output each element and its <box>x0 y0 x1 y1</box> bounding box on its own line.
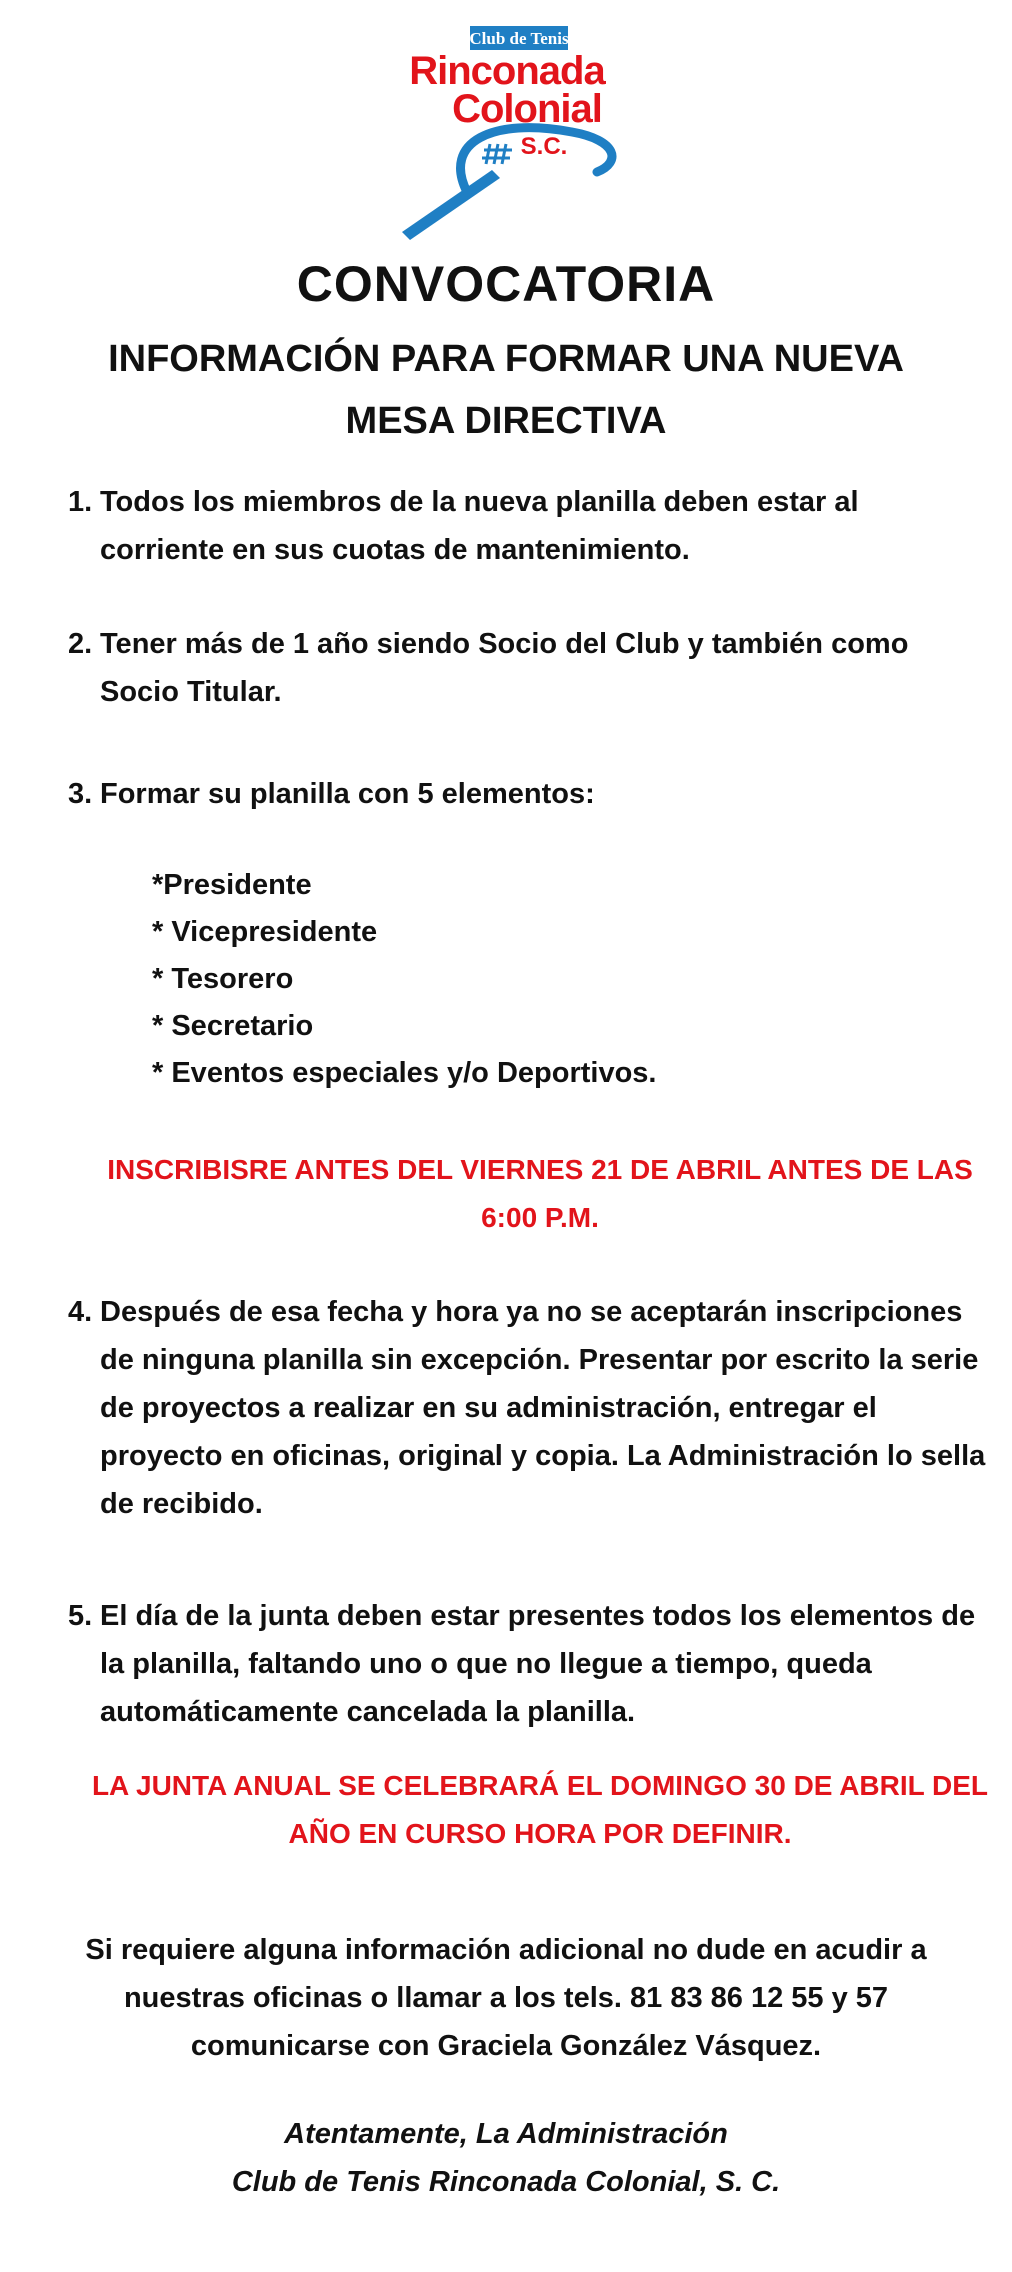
role-item: * Tesorero <box>152 963 294 995</box>
signature-line: Club de Tenis Rinconada Colonial, S. C. <box>231 2166 781 2198</box>
page-title: CONVOCATORIA <box>296 256 716 312</box>
list-item-line: El día de la junta deben estar presentes todos los elementos de <box>100 1600 976 1632</box>
list-item-line: Después de esa fecha y hora ya no se aceptarán inscripciones <box>100 1296 963 1328</box>
list-item-line: automáticamente cancelada la planilla. <box>100 1696 636 1728</box>
list-item-number: 4. <box>68 1296 93 1328</box>
deadline-notice-line: INSCRIBISRE ANTES DEL VIERNES 21 DE ABRIL ANTES DE LAS <box>107 1154 973 1185</box>
signature-block <box>0 2110 1012 2206</box>
list-item-line: proyecto en oficinas, original y copia. La Administración lo sella <box>100 1440 986 1472</box>
deadline-notice-line: 6:00 P.M. <box>481 1202 599 1233</box>
tennis-racket-icon <box>402 170 500 240</box>
contact-line: comunicarse con Graciela González Vásquez. <box>190 2030 822 2062</box>
list-item-line: la planilla, faltando uno o que no llegue a tiempo, queda <box>100 1648 872 1680</box>
list-item <box>68 1288 998 1528</box>
club-logo <box>372 22 642 242</box>
meeting-notice-line: AÑO EN CURSO HORA POR DEFINIR. <box>288 1818 792 1849</box>
subtitle-line2: MESA DIRECTIVA <box>345 400 667 442</box>
contact-line: Si requiere alguna información adicional no dude en acudir a <box>85 1934 927 1966</box>
list-item-line: de ninguna planilla sin excepción. Presentar por escrito la serie <box>100 1344 979 1376</box>
list-item-number: 2. <box>68 628 93 660</box>
list-item <box>68 620 998 716</box>
list-item-number: 3. <box>68 778 93 810</box>
role-item: * Vicepresidente <box>152 916 378 948</box>
logo-name-line2: Colonial <box>452 87 602 131</box>
logo-name-line1: Rinconada <box>409 49 605 93</box>
roles-list <box>152 862 656 1097</box>
meeting-notice <box>90 1762 990 1858</box>
meeting-notice-line: LA JUNTA ANUAL SE CELEBRARÁ EL DOMINGO 30 DE ABRIL DEL <box>91 1770 989 1801</box>
list-item-line: de recibido. <box>100 1488 263 1520</box>
list-item <box>68 1592 998 1736</box>
list-item-line: Formar su planilla con 5 elementos: <box>100 778 595 810</box>
contact-line: nuestras oficinas o llamar a los tels. 81 83 86 12 55 y 57 <box>123 1982 889 2014</box>
list-item-line: corriente en sus cuotas de mantenimiento. <box>100 534 690 566</box>
contact-info <box>60 1926 952 2070</box>
role-item: * Secretario <box>152 1010 314 1042</box>
list-item <box>68 770 998 818</box>
role-item: *Presidente <box>152 869 312 901</box>
list-item-line: Tener más de 1 año siendo Socio del Club y también como <box>100 628 909 660</box>
list-item-number: 5. <box>68 1600 93 1632</box>
logo-club-label: Club de Tenis <box>469 29 569 48</box>
list-item-line: Todos los miembros de la nueva planilla deben estar al <box>100 486 859 518</box>
list-item-line: de proyectos a realizar en su administración, entregar el <box>100 1392 877 1424</box>
signature-line: Atentamente, La Administración <box>284 2118 728 2150</box>
subtitle-line1: INFORMACIÓN PARA FORMAR UNA NUEVA <box>108 338 904 380</box>
role-item: * Eventos especiales y/o Deportivos. <box>152 1057 657 1089</box>
deadline-notice <box>100 1146 980 1242</box>
logo-suffix: S.C. <box>520 133 568 160</box>
list-item-number: 1. <box>68 486 93 518</box>
list-item <box>68 478 998 574</box>
list-item-line: Socio Titular. <box>100 676 282 708</box>
